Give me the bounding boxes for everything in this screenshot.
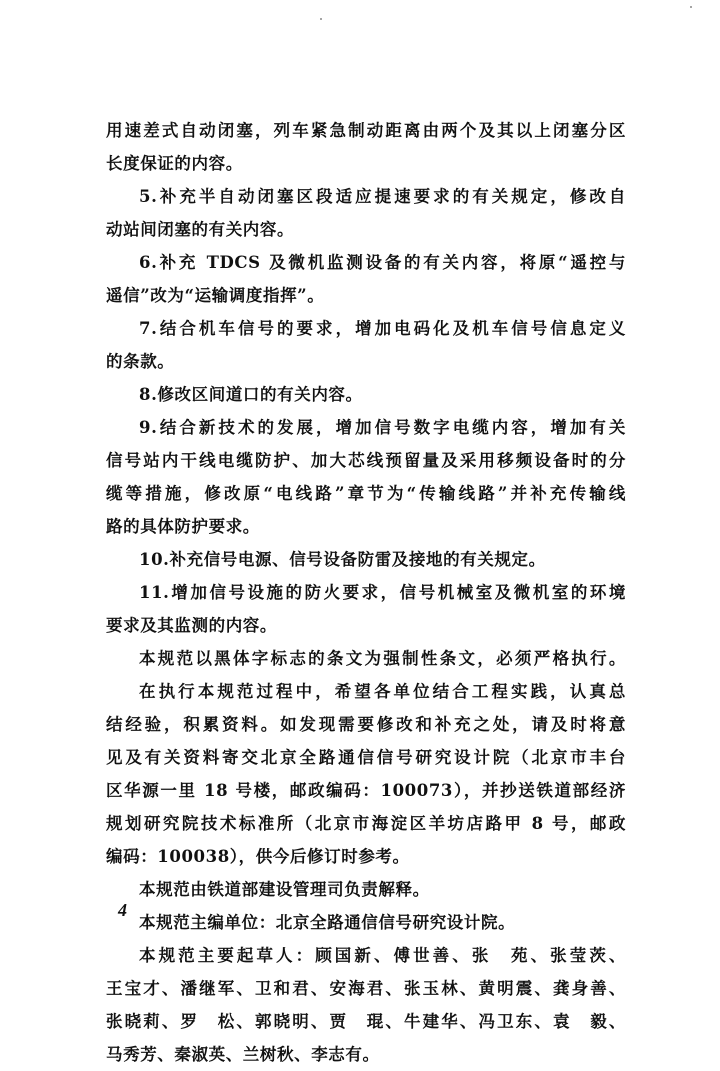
text-line: 动站间闭塞的有关内容。	[106, 220, 295, 239]
text-line: 9.结合新技术的发展，增加信号数字电缆内容，增加有关	[139, 418, 626, 437]
text-line: 要求及其监测的内容。	[106, 616, 277, 635]
text-line: 编码：100038），供今后修订时参考。	[106, 847, 410, 866]
text-line: 遥信”改为“运输调度指挥”。	[106, 286, 325, 305]
page-number: 4	[118, 900, 127, 920]
body-text	[106, 114, 626, 1071]
text-line: 6.补充 TDCS 及微机监测设备的有关内容，将原“遥控与	[139, 253, 626, 272]
text-line: 马秀芳、秦淑英、兰树秋、李志有。	[106, 1045, 380, 1064]
text-line: 11.增加信号设施的防火要求，信号机械室及微机室的环境	[139, 583, 626, 602]
text-line: 信号站内干线电缆防护、加大芯线预留量及采用移频设备时的分	[106, 451, 626, 470]
text-line: 缆等措施，修改原“电线路”章节为“传输线路”并补充传输线	[106, 484, 626, 503]
text-line: 王宝才、潘继军、卫和君、安海君、张玉林、黄明震、龚身善、	[106, 979, 626, 998]
scan-speck	[690, 6, 692, 8]
text-line: 本规范由铁道部建设管理司负责解释。	[139, 880, 430, 899]
text-line: 见及有关资料寄交北京全路通信信号研究设计院（北京市丰台	[106, 748, 626, 767]
text-line: 张晓莉、罗 松、郭晓明、贾 琨、牛建华、冯卫东、袁 毅、	[106, 1012, 626, 1031]
scan-speck	[320, 18, 322, 20]
text-line: 区华源一里 18 号楼，邮政编码：100073），并抄送铁道部经济	[106, 781, 626, 800]
text-line: 路的具体防护要求。	[106, 517, 260, 536]
text-line: 本规范主编单位：北京全路通信信号研究设计院。	[139, 913, 516, 932]
text-line: 结经验，积累资料。如发现需要修改和补充之处，请及时将意	[106, 715, 626, 734]
text-line: 8.修改区间道口的有关内容。	[139, 385, 363, 404]
text-line: 的条款。	[106, 352, 175, 371]
text-line: 7.结合机车信号的要求，增加电码化及机车信号信息定义	[139, 319, 626, 338]
text-line: 用速差式自动闭塞，列车紧急制动距离由两个及其以上闭塞分区	[106, 121, 626, 140]
text-line: 本规范以黑体字标志的条文为强制性条文，必须严格执行。	[139, 649, 626, 668]
text-line: 5.补充半自动闭塞区段适应提速要求的有关规定，修改自	[139, 187, 626, 206]
text-line: 本规范主要起草人：顾国新、傅世善、张 苑、张莹茨、	[139, 946, 626, 965]
text-line: 在执行本规范过程中，希望各单位结合工程实践，认真总	[139, 682, 626, 701]
text-line: 10.补充信号电源、信号设备防雷及接地的有关规定。	[139, 550, 546, 569]
text-line: 规划研究院技术标准所（北京市海淀区羊坊店路甲 8 号，邮政	[106, 814, 626, 833]
text-line: 长度保证的内容。	[106, 154, 243, 173]
